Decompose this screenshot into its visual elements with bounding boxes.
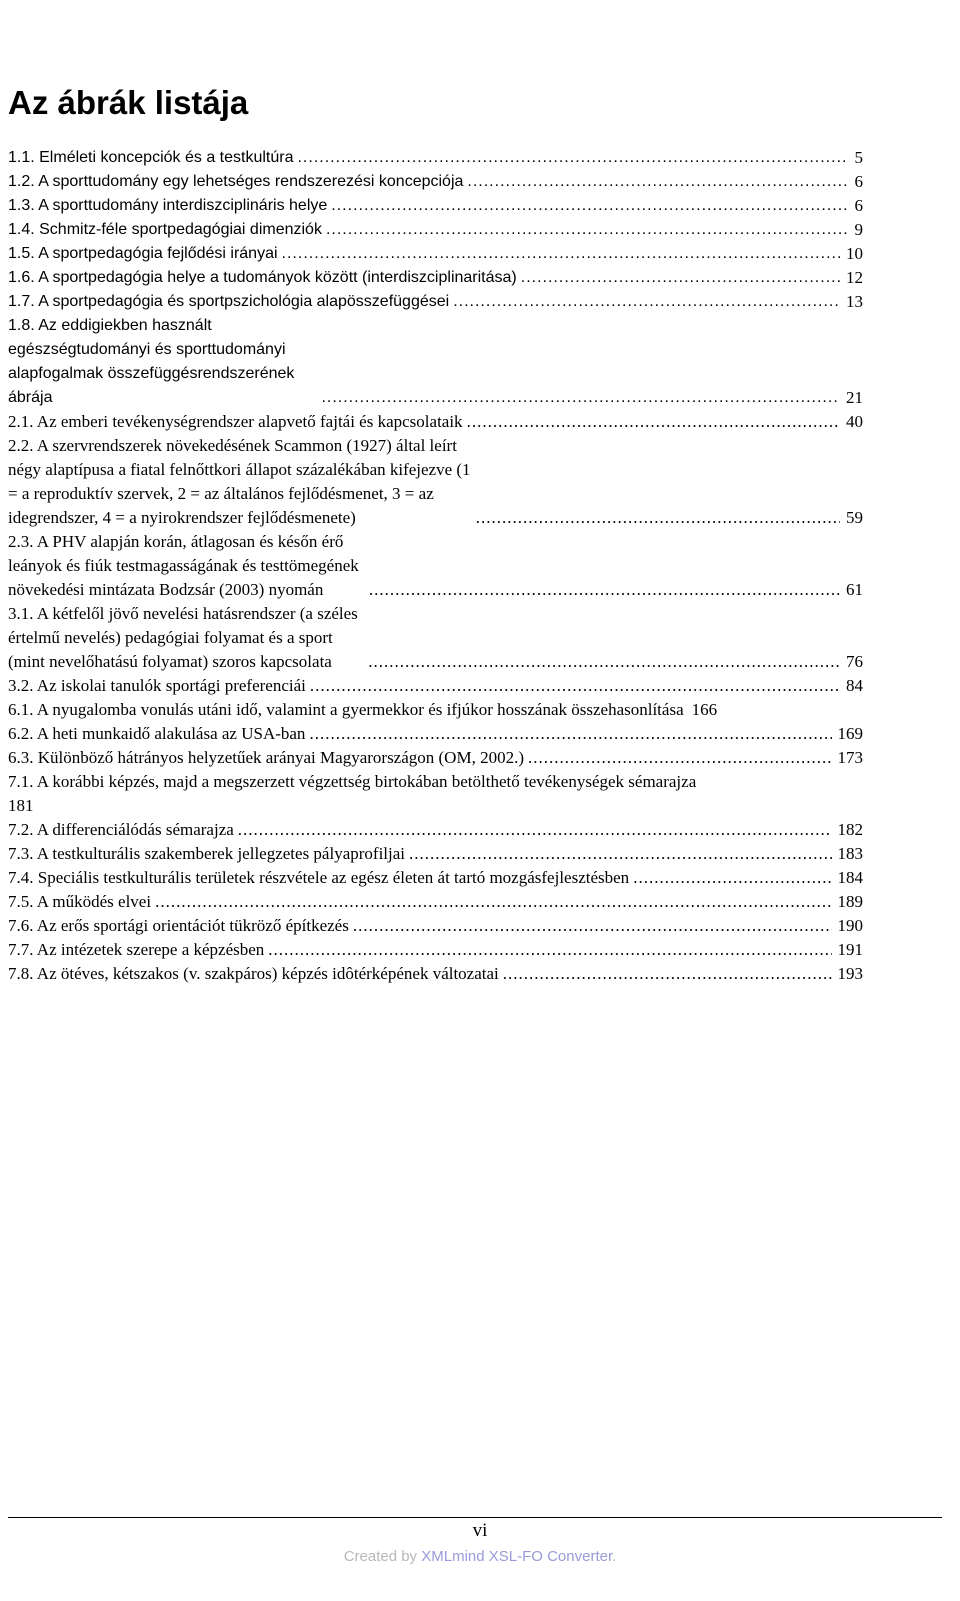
page-number: vi	[472, 1520, 488, 1541]
toc-entry[interactable]	[8, 674, 863, 698]
toc-entry-title: 1.4. Schmitz-féle sportpedagógiai dimenziók	[8, 221, 322, 238]
toc-entry-page: 184	[837, 868, 863, 887]
dot-leader	[503, 962, 832, 986]
dot-leader	[369, 578, 840, 602]
converter-credit	[0, 1547, 960, 1567]
toc-entry-page: 84	[846, 676, 863, 695]
toc-entry[interactable]	[8, 194, 863, 218]
list-of-figures	[8, 146, 863, 986]
toc-entry[interactable]	[8, 434, 863, 530]
toc-entry[interactable]	[8, 146, 863, 170]
toc-entry[interactable]	[8, 842, 863, 866]
toc-entry-page: 190	[837, 916, 863, 935]
toc-entry-page: 193	[837, 964, 863, 983]
dot-leader	[521, 266, 840, 290]
toc-entry-page: 169	[837, 724, 863, 743]
credit-suffix: .	[612, 1548, 617, 1565]
toc-entry[interactable]	[8, 818, 863, 842]
toc-entry-title: 6.3. Különböző hátrányos helyzetűek arányai Magyarországon (OM, 2002.)	[8, 748, 524, 767]
toc-entry-title: 3.1. A kétfelől jövő nevelési hatásrendszer (a széles értelmű nevelés) pedagógiai folyamat és a sport (mint nevelőhatású folyamat) szoros kapcsolata	[8, 604, 358, 671]
toc-entry-title: 1.1. Elméleti koncepciók és a testkultúra	[8, 149, 294, 166]
toc-entry-page: 181	[8, 796, 34, 815]
dot-leader	[321, 386, 840, 410]
toc-entry-title: 2.2. A szervrendszerek növekedésének Scammon (1927) által leírt négy alaptípusa a fiatal felnőttkori állapot százalékában kifejezve (1 = a reproduktív szervek, 2 = az általános fejlődésmenet, 3 = az idegrendszer, 4 = a nyirokrendszer fejlődésmenete)	[8, 436, 471, 527]
footer-divider	[8, 1517, 942, 1518]
toc-entry-page: 40	[846, 412, 863, 431]
dot-leader	[467, 410, 840, 434]
dot-leader	[238, 818, 832, 842]
page-title: Az ábrák listája	[8, 84, 249, 121]
toc-entry[interactable]	[8, 266, 863, 290]
toc-entry-page: 13	[846, 292, 863, 311]
toc-entry-page: 189	[837, 892, 863, 911]
dot-leader	[633, 866, 831, 890]
credit-link[interactable]: XMLmind XSL-FO Converter	[421, 1548, 613, 1565]
dot-leader	[528, 746, 832, 770]
toc-entry-title: 7.5. A működés elvei	[8, 892, 152, 911]
dot-leader	[282, 242, 840, 266]
toc-entry[interactable]	[8, 746, 863, 770]
toc-entry[interactable]	[8, 938, 863, 962]
toc-entry-title: 1.3. A sporttudomány interdiszciplináris helye	[8, 197, 328, 214]
dot-leader	[155, 890, 831, 914]
toc-entry-title: 1.6. A sportpedagógia helye a tudományok között (interdiszciplinaritása)	[8, 269, 517, 286]
dot-leader	[467, 170, 848, 194]
toc-entry-title: 7.8. Az ötéves, kétszakos (v. szakpáros) képzés idôtérképének változatai	[8, 964, 499, 983]
toc-entry[interactable]	[8, 698, 863, 722]
toc-entry[interactable]	[8, 170, 863, 194]
toc-entry-title: 7.1. A korábbi képzés, majd a megszerzett végzettség birtokában betölthető tevékenységek sémarajza	[8, 772, 697, 791]
toc-entry[interactable]	[8, 914, 863, 938]
dot-leader	[326, 218, 849, 242]
toc-entry-page: 173	[837, 748, 863, 767]
toc-entry-page: 21	[846, 388, 863, 407]
dot-leader	[476, 506, 840, 530]
toc-entry[interactable]	[8, 218, 863, 242]
toc-entry[interactable]	[8, 242, 863, 266]
toc-entry-page: 5	[854, 148, 863, 167]
dot-leader	[297, 146, 848, 170]
toc-entry-page: 6	[854, 196, 863, 215]
toc-entry-page: 12	[846, 268, 863, 287]
dot-leader	[368, 650, 840, 674]
toc-entry[interactable]	[8, 410, 863, 434]
toc-entry-page: 191	[837, 940, 863, 959]
toc-entry-title: 1.7. A sportpedagógia és sportpszichológia alapösszefüggései	[8, 293, 450, 310]
dot-leader	[310, 674, 840, 698]
dot-leader	[331, 194, 848, 218]
toc-entry[interactable]	[8, 722, 863, 746]
toc-entry-page: 6	[854, 172, 863, 191]
toc-entry-title: 1.2. A sporttudomány egy lehetséges rendszerezési koncepciója	[8, 173, 464, 190]
toc-entry-title: 7.6. Az erős sportági orientációt tükröző építkezés	[8, 916, 349, 935]
toc-entry-page: 76	[846, 652, 863, 671]
toc-entry-page: 59	[846, 508, 863, 527]
toc-entry-title: 1.8. Az eddigiekben használt egészségtudományi és sporttudományi alapfogalmak összefüggésrendszerének ábrája	[8, 317, 295, 406]
toc-entry[interactable]	[8, 962, 863, 986]
dot-leader	[309, 722, 831, 746]
toc-entry-title: 7.3. A testkulturális szakemberek jellegzetes pályaprofiljai	[8, 844, 406, 863]
toc-entry-title: 3.2. Az iskolai tanulók sportági preferenciái	[8, 676, 306, 695]
toc-entry[interactable]	[8, 866, 863, 890]
toc-entry-page: 9	[854, 220, 863, 239]
dot-leader	[268, 938, 831, 962]
toc-entry-page: 166	[691, 700, 718, 719]
toc-entry-title: 7.7. Az intézetek szerepe a képzésben	[8, 940, 265, 959]
toc-entry[interactable]	[8, 890, 863, 914]
toc-entry-title: 1.5. A sportpedagógia fejlődési irányai	[8, 245, 278, 262]
toc-entry-title: 6.1. A nyugalomba vonulás utáni idő, valamint a gyermekkor és ifjúkor hosszának összehasonlítása	[8, 700, 684, 719]
toc-entry[interactable]	[8, 290, 863, 314]
toc-entry-title: 7.4. Speciális testkulturális területek részvétele az egész életen át tartó mozgásfejlesztésben	[8, 868, 630, 887]
toc-entry[interactable]	[8, 602, 863, 674]
dot-leader	[409, 842, 831, 866]
toc-entry[interactable]	[8, 314, 863, 410]
toc-entry-title: 2.1. Az emberi tevékenységrendszer alapvető fajtái és kapcsolataik	[8, 412, 463, 431]
dot-leader	[353, 914, 832, 938]
toc-entry[interactable]	[8, 770, 863, 818]
toc-entry-page: 61	[846, 580, 863, 599]
toc-entry-page: 183	[837, 844, 863, 863]
toc-entry-title: 2.3. A PHV alapján korán, átlagosan és későn érő leányok és fiúk testmagasságának és testtömegének növekedési mintázata Bodzsár (2003) nyomán	[8, 532, 359, 599]
toc-entry[interactable]	[8, 530, 863, 602]
toc-entry-title: 7.2. A differenciálódás sémarajza	[8, 820, 234, 839]
toc-entry-page: 182	[837, 820, 863, 839]
dot-leader	[453, 290, 840, 314]
credit-prefix: Created by	[343, 1548, 422, 1565]
toc-entry-page: 10	[846, 244, 863, 263]
toc-entry-title: 6.2. A heti munkaidő alakulása az USA-ban	[8, 724, 306, 743]
